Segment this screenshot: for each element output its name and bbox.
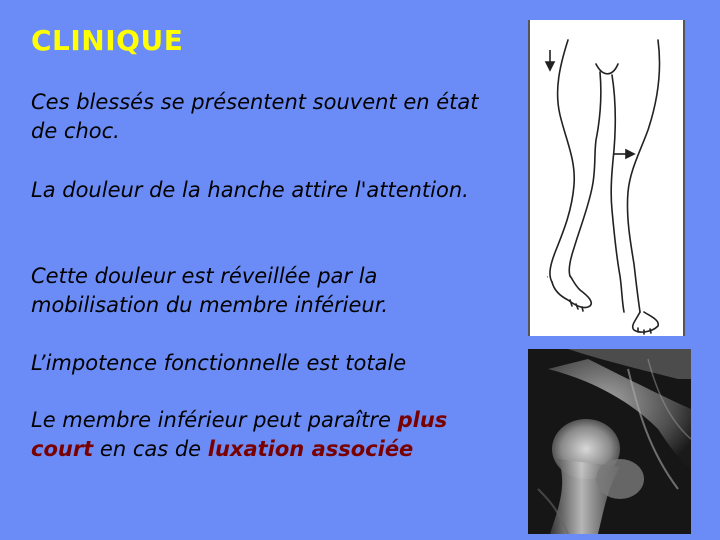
- shortening-text-part2: en cas de: [93, 437, 208, 461]
- hip-xray: [528, 349, 691, 534]
- paragraph-shock: Ces blessés se présentent souvent en état de choc.: [31, 90, 479, 143]
- svg-text:·: ·: [546, 273, 549, 283]
- leg-drawing: [528, 20, 685, 336]
- shortening-text-part1: Le membre inférieur peut paraître: [31, 408, 398, 432]
- paragraph-hip-pain: La douleur de la hanche attire l'attention.: [31, 178, 469, 202]
- emphasis-plus-court: plus court: [31, 408, 448, 461]
- paragraph-shortening: [31, 406, 511, 464]
- emphasis-luxation-associee: luxation associée: [207, 437, 414, 461]
- paragraph-impotence: L’impotence fonctionnelle est totale: [31, 351, 407, 375]
- hip-xray-image: [528, 349, 691, 534]
- paragraph-mobilisation: Cette douleur est réveillée par la mobilisation du membre inférieur.: [31, 264, 389, 317]
- slide-title: CLINIQUE: [31, 24, 184, 57]
- leg-drawing-illustration: [530, 20, 683, 336]
